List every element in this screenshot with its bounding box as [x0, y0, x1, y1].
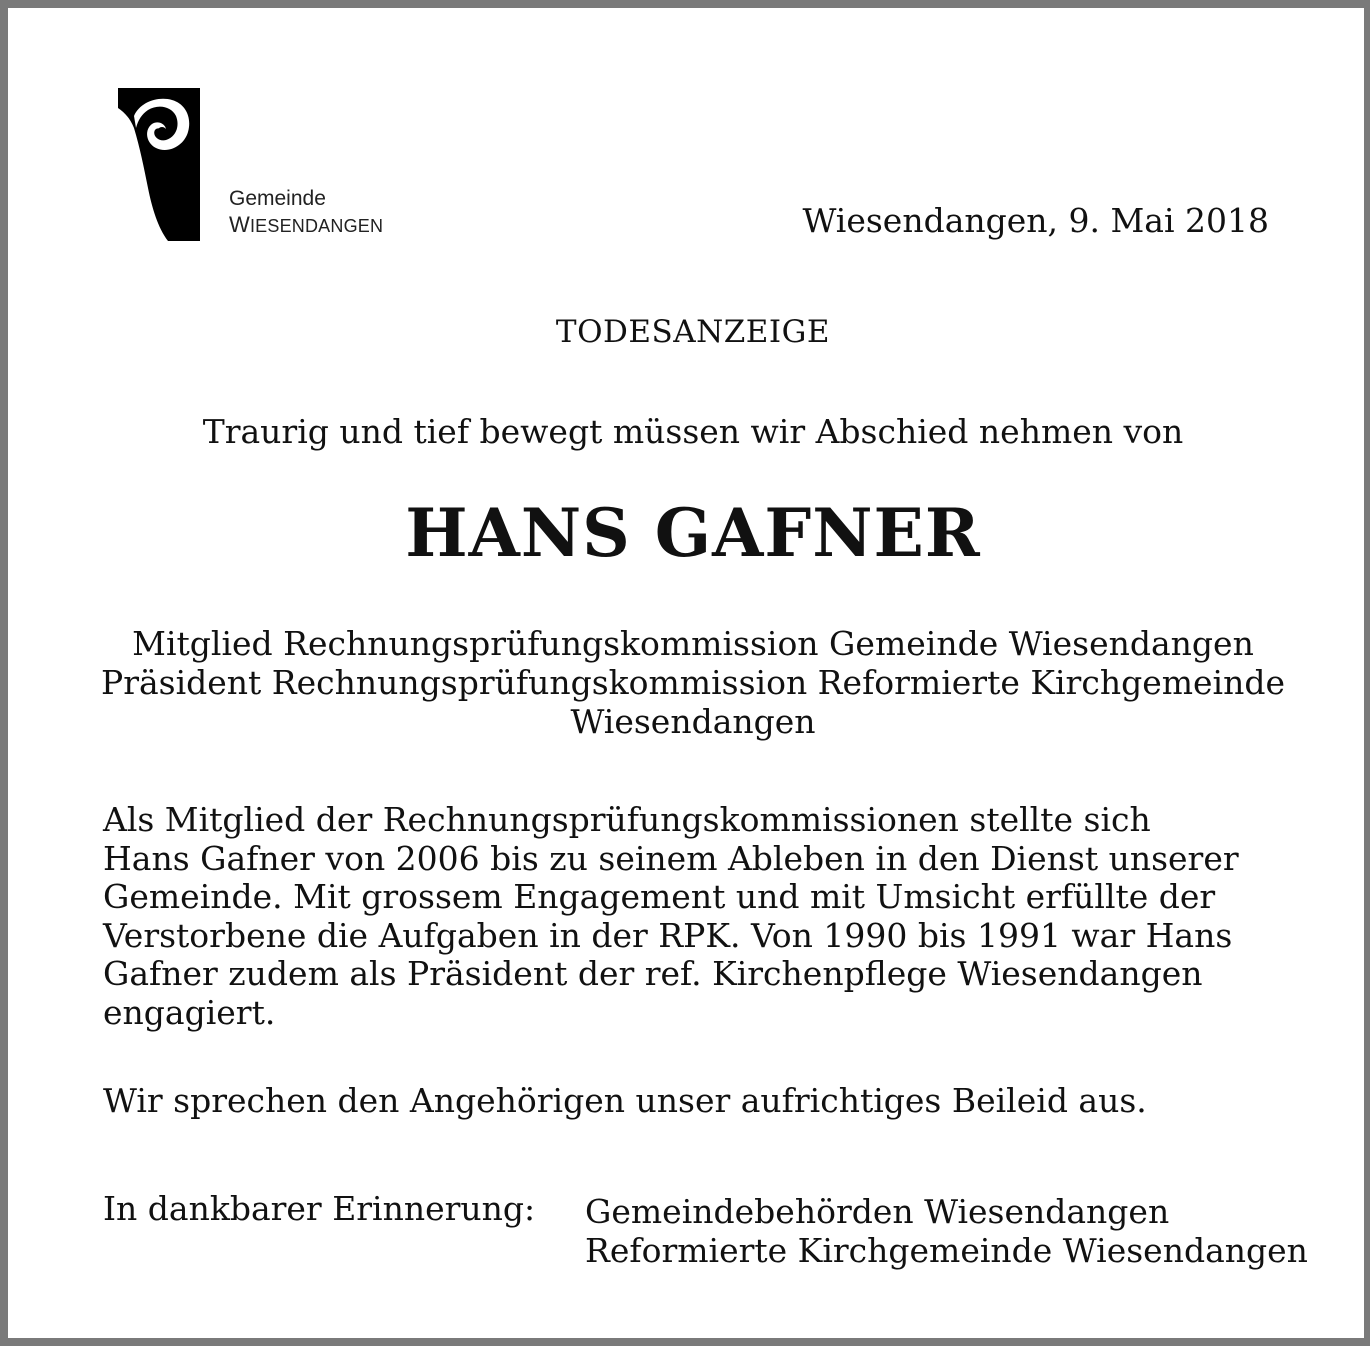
dateline: Wiesendangen, 9. Mai 2018 — [802, 201, 1269, 240]
body-line: Hans Gafner von 2006 bis zu seinem Ableben in den Dienst unserer — [103, 838, 1239, 878]
body-paragraph — [103, 801, 1303, 1032]
logo-line-wiesendangen — [229, 212, 383, 239]
condolence-line: Wir sprechen den Angehörigen unser aufrichtiges Beileid aus. — [103, 1081, 1147, 1120]
role-line: Mitglied Rechnungsprüfungskommission Gemeinde Wiesendangen — [132, 624, 1254, 663]
role-line: Präsident Rechnungsprüfungskommission Reformierte Kirchgemeinde — [100, 663, 1286, 702]
notice-heading: TODESANZEIGE — [555, 314, 831, 350]
closing-label: In dankbarer Erinnerung: — [103, 1189, 536, 1228]
signatories-block — [585, 1192, 1308, 1270]
body-line: engagiert. — [103, 992, 276, 1032]
logo-smallcaps: IESENDANGEN — [249, 216, 384, 236]
signatory: Gemeindebehörden Wiesendangen — [585, 1192, 1170, 1231]
body-line: Gafner zudem als Präsident der ref. Kirchenpflege Wiesendangen — [103, 954, 1203, 993]
body-line: Als Mitglied der Rechnungsprüfungskommissionen stellte sich — [103, 800, 1151, 839]
municipality-logo-text — [229, 186, 383, 239]
intro-line: Traurig und tief bewegt müssen wir Abschied nehmen von — [202, 412, 1184, 451]
roles-block — [98, 624, 1288, 741]
deceased-name: HANS GAFNER — [405, 494, 981, 572]
body-line: Gemeinde. Mit grossem Engagement und mit Umsicht erfüllte der — [103, 877, 1216, 916]
crozier-emblem-icon — [118, 88, 200, 241]
signatory: Reformierte Kirchgemeinde Wiesendangen — [585, 1231, 1308, 1270]
logo-initial: W — [229, 212, 250, 237]
body-line: Verstorbene die Aufgaben in der RPK. Von 1990 bis 1991 war Hans — [103, 915, 1233, 955]
logo-line-gemeinde: Gemeinde — [229, 187, 326, 210]
role-line: Wiesendangen — [570, 702, 816, 741]
